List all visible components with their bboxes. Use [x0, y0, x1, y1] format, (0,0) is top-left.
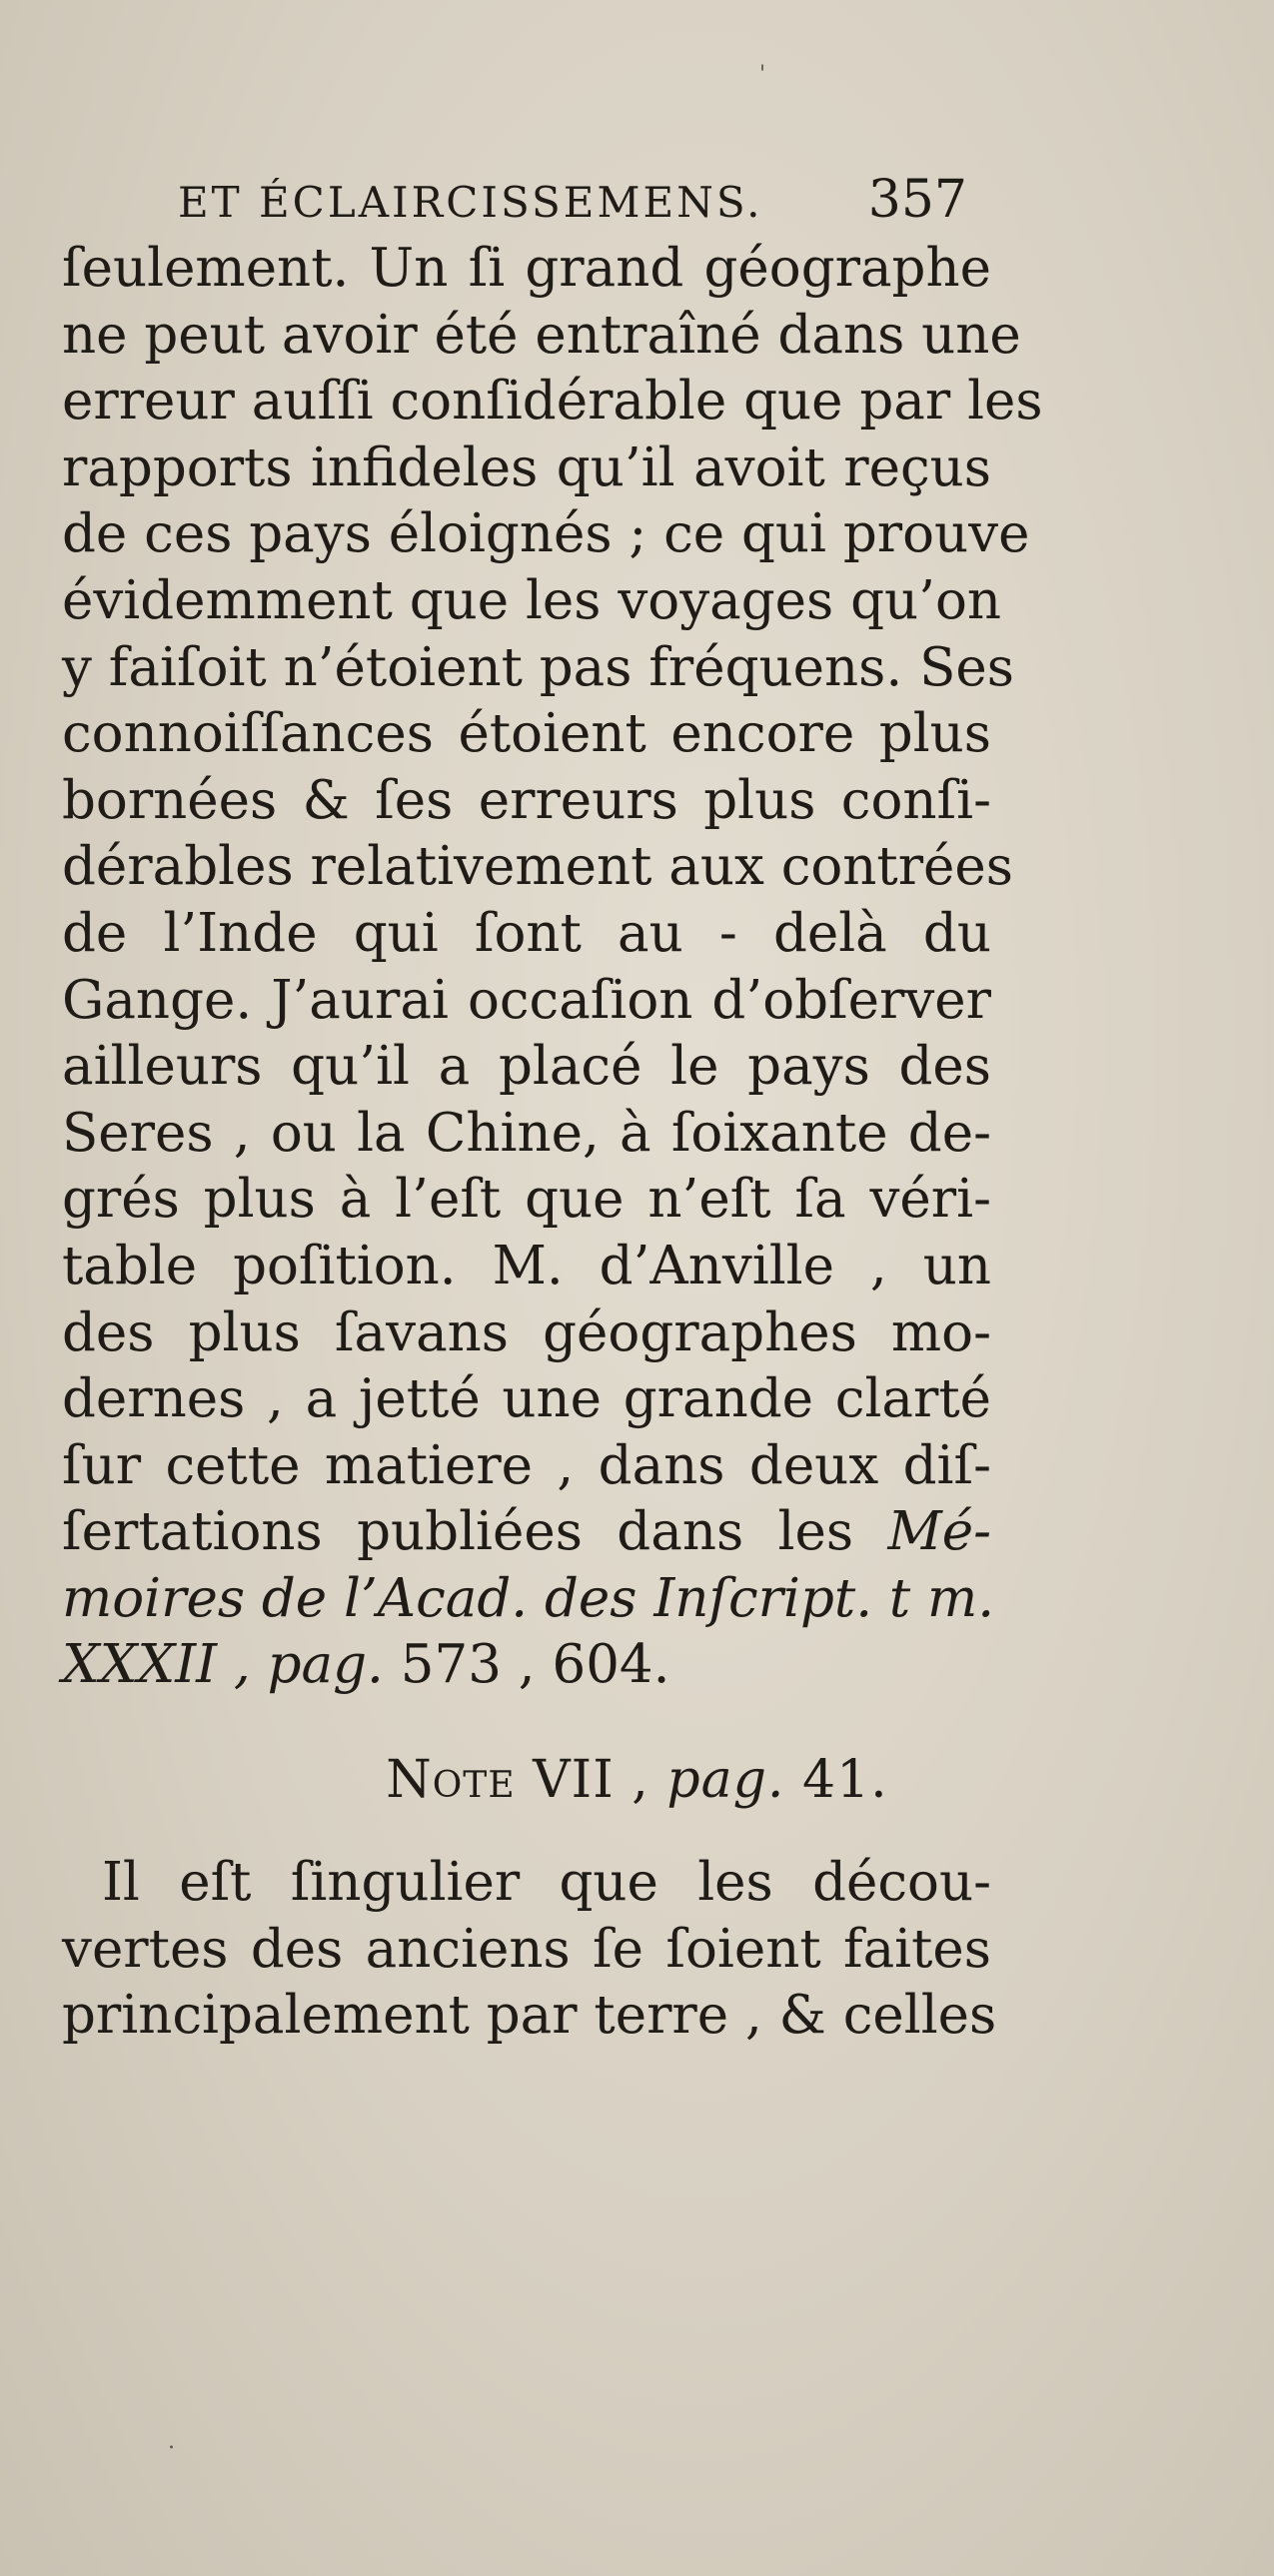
running-head: ET ÉCLAIRCISSEMENS. [178, 178, 763, 227]
page-header [178, 170, 967, 230]
ink-speck: ' [759, 62, 766, 87]
citation-pages: 573 , 604. [400, 1634, 670, 1696]
paragraph-1 [62, 236, 1043, 1699]
text-line: dernes , a jetté une grande clarté [62, 1368, 991, 1430]
text-line: ne peut avoir été entraîné dans une [62, 304, 1021, 366]
text-line: erreur auſſi conſidérable que par les [62, 371, 1043, 432]
text-line: vertes des anciens ſe ſoient faites [62, 1918, 991, 1980]
text-line: bornées & ſes erreurs plus conſi- [62, 769, 991, 831]
citation-italic: Mé- [887, 1501, 991, 1563]
text-line: Il eſt ſingulier que les décou- [102, 1852, 991, 1913]
text-line: de l’Inde qui ſont au - delà du [62, 902, 991, 964]
text-line: principalement par terre , & celles [62, 1985, 997, 2047]
note-label: Note VII , [386, 1750, 649, 1810]
text-line: Gange. J’aurai occaſion d’obſerver [62, 969, 991, 1031]
note-page-number: 41. [802, 1750, 888, 1810]
text-line: connoiſſances étoient encore plus [62, 703, 991, 765]
text-line: de ces pays éloignés ; ce qui prouve [62, 503, 1030, 565]
text-segment: ſertations publiées dans les [62, 1501, 854, 1563]
text-line: dérables relativement aux contrées [62, 836, 1013, 898]
page-number: 357 [867, 170, 967, 230]
text-line: table poſition. M. d’Anville , un [62, 1235, 991, 1296]
text-line: des plus ſavans géographes mo- [62, 1301, 991, 1363]
note-pag: pag. [666, 1750, 785, 1810]
text-line [62, 1499, 991, 1566]
citation-italic: XXXII , pag. [62, 1634, 384, 1696]
text-line: y faiſoit n’étoient pas fréquens. Ses [62, 636, 1014, 698]
text-line: Seres , ou la Chine, à ſoixante de- [62, 1102, 991, 1164]
ink-speck: . [168, 2429, 175, 2454]
text-line: rapports infideles qu’il avoit reçus [62, 436, 991, 498]
note-heading [0, 1750, 1274, 1810]
text-line: évidemment que les voyages qu’on [62, 569, 1002, 631]
citation-line: moires de l’Acad. des Inſcript. t m. [62, 1567, 995, 1629]
text-line: ailleurs qu’il a placé le pays des [62, 1036, 991, 1098]
text-line: ſeulement. Un ſi grand géographe [62, 238, 991, 299]
citation-line [62, 1632, 991, 1699]
paragraph-2 [62, 1850, 997, 2050]
text-line: ſur cette matiere , dans deux diſ- [62, 1434, 991, 1496]
text-line: grés plus à l’eſt que n’eſt ſa véri- [62, 1169, 991, 1231]
